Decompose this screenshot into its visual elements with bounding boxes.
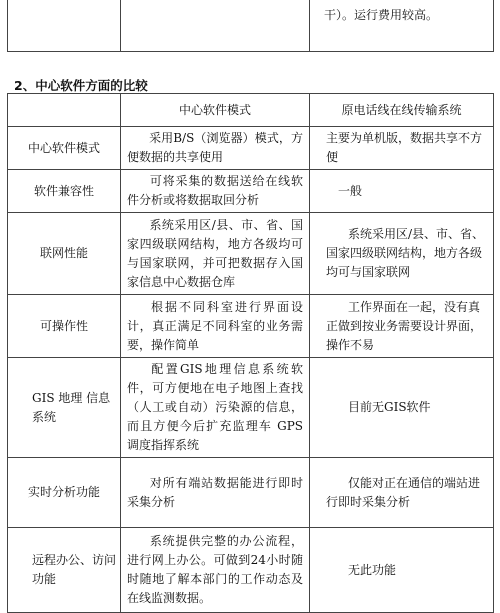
- row-center-value: 根据不同科室进行界面设计，真正满足不同科室的业务需要，操作简单: [121, 295, 310, 358]
- table-header-row: [8, 94, 494, 127]
- row-feature: 联网性能: [8, 213, 121, 295]
- header-legacy-system: 原电话线在线传输系统: [310, 94, 494, 127]
- row-center-value: 系统采用区/县、市、省、国家四级联网结构，地方各级均可与国家联网，并可把数据存入国家信息中心数据仓库: [121, 213, 310, 295]
- header-empty: [8, 94, 121, 127]
- row-legacy-value: 系统采用区/县、市、省、国家四级联网结构，地方各级均可与国家联网: [310, 213, 494, 295]
- prev-table-tail-text: 干）。运行费用较高。: [310, 0, 494, 52]
- row-center-value: 可将采集的数据送给在线软件分析或将数据取回分析: [121, 170, 310, 213]
- row-center-value: 对所有端站数据能进行即时采集分析: [121, 458, 310, 528]
- table-row: [8, 295, 494, 358]
- row-center-value: 采用B/S（浏览器）模式，方便数据的共享使用: [121, 127, 310, 170]
- row-legacy-value: 主要为单机版，数据共享不方便: [310, 127, 494, 170]
- row-legacy-value: 一般: [310, 170, 494, 213]
- prev-table-cell-2: [121, 0, 310, 52]
- row-legacy-value: 工作界面在一起，没有真正做到按业务需要设计界面，操作不易: [310, 295, 494, 358]
- table-row: [8, 458, 494, 528]
- table-row: [8, 358, 494, 458]
- table-row: [8, 213, 494, 295]
- row-feature: 实时分析功能: [8, 458, 121, 528]
- row-feature: GIS 地理 信息系统: [8, 358, 121, 458]
- table-row: [8, 127, 494, 170]
- header-center-software: 中心软件模式: [121, 94, 310, 127]
- row-feature: 可操作性: [8, 295, 121, 358]
- table-row: [8, 528, 494, 613]
- prev-table-cell-1: [8, 0, 121, 52]
- row-legacy-value: 目前无GIS软件: [310, 358, 494, 458]
- row-legacy-value: 仅能对正在通信的端站进行即时采集分析: [310, 458, 494, 528]
- table-row: [8, 170, 494, 213]
- comparison-table: [7, 93, 494, 613]
- previous-table-fragment: [7, 0, 494, 52]
- row-legacy-value: 无此功能: [310, 528, 494, 613]
- row-feature: 远程办公、访问功能: [8, 528, 121, 613]
- section-heading: 2、中心软件方面的比较: [14, 78, 148, 93]
- row-feature: 软件兼容性: [8, 170, 121, 213]
- row-center-value: 系统提供完整的办公流程，进行网上办公。可做到24小时随时随地了解本部门的工作动态及在线监测数据。: [121, 528, 310, 613]
- row-feature: 中心软件模式: [8, 127, 121, 170]
- row-center-value: 配置GIS地理信息系统软件，可方便地在电子地图上查找（人工或自动）污染源的信息，而且方便今后扩充监理车 GPS 调度指挥系统: [121, 358, 310, 458]
